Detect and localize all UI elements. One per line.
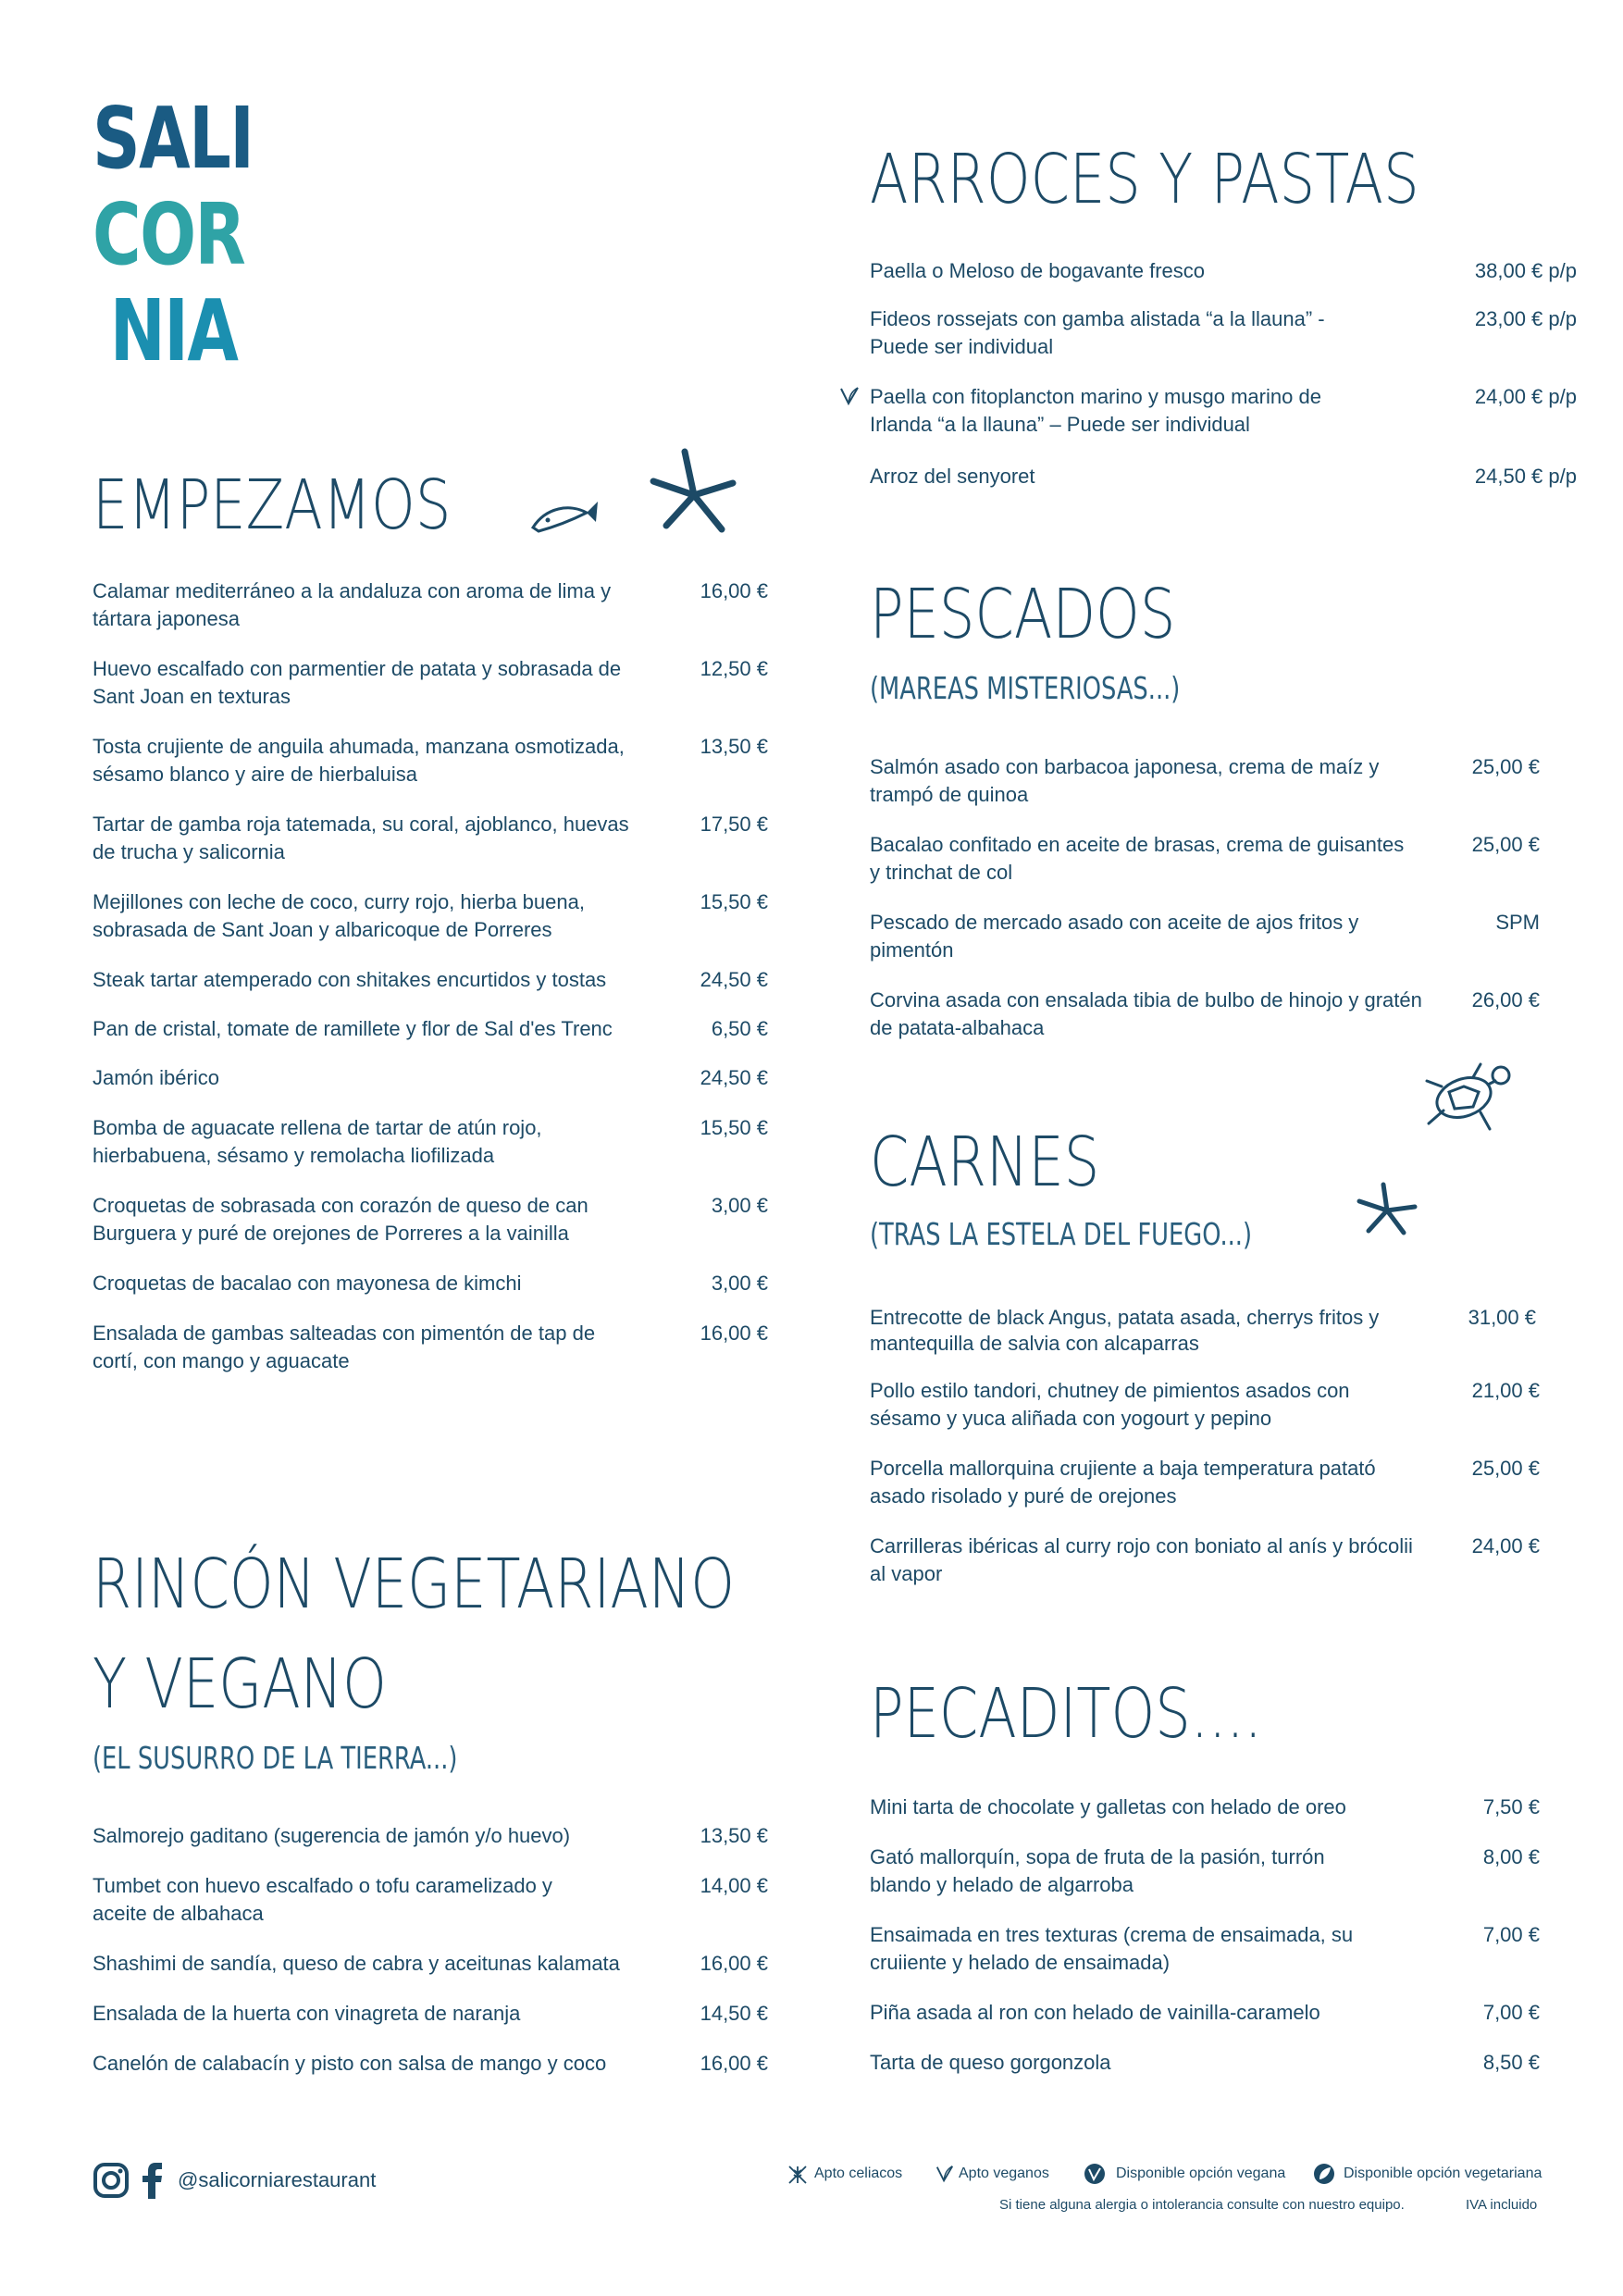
- section-title-carnes: CARNES: [870, 1123, 1100, 1202]
- menu-item: [870, 987, 1540, 1042]
- vegan-leaf-icon: [838, 385, 861, 407]
- section-title-empezamos: EMPEZAMOS: [93, 465, 452, 545]
- menu-item: [93, 733, 768, 788]
- menu-item: [870, 1377, 1540, 1433]
- item-name: Croquetas de bacalao con mayonesa de kimchi: [93, 1272, 522, 1295]
- item-name: Bacalao confitado en aceite de brasas, crema de guisantes y trinchat de col: [870, 833, 1405, 884]
- item-name: Pescado de mercado asado con aceite de ajos fritos y pimentón: [870, 911, 1359, 962]
- section-subtitle-carnes: (TRAS LA ESTELA DEL FUEGO...): [870, 1216, 1253, 1252]
- menu-item: [870, 1999, 1540, 2027]
- item-price: 24,00 €: [1471, 1534, 1540, 1558]
- menu-item: [870, 1305, 1540, 1360]
- brand-logo: [93, 91, 259, 379]
- menu-item: [93, 1192, 768, 1247]
- vegan-icon: [935, 2164, 955, 2184]
- menu-item: [93, 1320, 768, 1375]
- item-name: Jamón ibérico: [93, 1066, 219, 1089]
- menu-item: [870, 383, 1577, 439]
- item-name: Croquetas de sobrasada con corazón de queso de can Burguera y puré de orejones de Porreres a la vainilla: [93, 1194, 588, 1245]
- menu-item: [93, 966, 768, 994]
- instagram-icon[interactable]: [93, 2162, 130, 2199]
- item-name: Carrilleras ibéricas al curry rojo con boniato al anís y brócolii al vapor: [870, 1534, 1413, 1585]
- menu-item: [870, 305, 1577, 361]
- item-price: 13,50 €: [700, 735, 768, 758]
- iva-note: IVA incluido: [1466, 2197, 1538, 2213]
- menu-item: [93, 1872, 768, 1928]
- item-price: 26,00 €: [1471, 988, 1540, 1011]
- menu-item: [93, 888, 768, 944]
- item-name: Pollo estilo tandori, chutney de pimientos asados con sésamo y yuca aliñada con yogourt y pepino: [870, 1379, 1350, 1430]
- item-name: Bomba de aguacate rellena de tartar de atún rojo, hierbabuena, sésamo y remolacha liofilizada: [93, 1116, 542, 1167]
- allergy-note: Si tiene alguna alergia o intolerancia consulte con nuestro equipo.: [999, 2197, 1405, 2213]
- item-name: Calamar mediterráneo a la andaluza con aroma de lima y tártara japonesa: [93, 579, 612, 630]
- item-price: 16,00 €: [700, 2052, 768, 2075]
- menu-item: [870, 1843, 1540, 1899]
- logo-line-3: NIA: [109, 281, 238, 380]
- item-price: 7,00 €: [1482, 1923, 1540, 1946]
- menu-item: [870, 2049, 1540, 2077]
- item-price: SPM: [1495, 911, 1540, 934]
- item-price: 24,50 €: [700, 1066, 768, 1089]
- item-price: 38,00 € p/p: [1474, 259, 1577, 282]
- item-name: Entrecotte de black Angus, patata asada, cherrys fritos y mantequilla de salvia con alcaparras: [870, 1306, 1380, 1355]
- starfish-small-icon: [1356, 1181, 1420, 1236]
- item-price: 24,50 €: [700, 968, 768, 991]
- item-price: 15,50 €: [700, 1116, 768, 1139]
- menu-item: [93, 1114, 768, 1170]
- menu-item: [870, 831, 1540, 887]
- item-name: Porcella mallorquina crujiente a baja temperatura patató asado risolado y puré de orejones: [870, 1457, 1376, 1508]
- item-price: 14,00 €: [700, 1874, 768, 1897]
- item-price: 24,50 € p/p: [1474, 465, 1577, 488]
- section-subtitle-pescados: (MAREAS MISTERIOSAS...): [870, 670, 1181, 706]
- menu-item: [870, 1533, 1540, 1588]
- gluten-free-icon: [787, 2164, 809, 2186]
- legend-veganos: Apto veganos: [959, 2166, 1049, 2181]
- item-name: Shashimi de sandía, queso de cabra y aceitunas kalamata: [93, 1952, 620, 1975]
- menu-item: [93, 655, 768, 711]
- item-name: Mini tarta de chocolate y galletas con helado de oreo: [870, 1795, 1346, 1818]
- section-title-pescados: PESCADOS: [870, 575, 1176, 654]
- menu-item: [870, 463, 1577, 490]
- menu-item: [93, 1270, 768, 1297]
- vegan-option-icon: [1083, 2162, 1107, 2186]
- item-name: Paella o Meloso de bogavante fresco: [870, 259, 1206, 282]
- fish-icon: [527, 490, 601, 537]
- item-price: 31,00 €: [1468, 1306, 1536, 1329]
- menu-item: [93, 2000, 768, 2028]
- menu-item: [93, 1950, 768, 1978]
- starfish-icon: [648, 444, 740, 537]
- menu-item: [93, 2050, 768, 2078]
- facebook-icon[interactable]: [141, 2162, 163, 2199]
- legend-opcion-vegana: Disponible opción vegana: [1116, 2166, 1286, 2181]
- item-price: 3,00 €: [711, 1272, 768, 1295]
- section-title-vegetariano-line1: RINCÓN VEGETARIANO: [93, 1545, 736, 1624]
- legend-celiacos: Apto celiacos: [814, 2166, 903, 2181]
- item-price: 16,00 €: [700, 1952, 768, 1975]
- item-price: 24,00 € p/p: [1474, 385, 1577, 408]
- legend-opcion-vegetariana: Disponible opción vegetariana: [1344, 2166, 1542, 2181]
- item-price: 23,00 € p/p: [1474, 307, 1577, 330]
- menu-item: [93, 577, 768, 633]
- item-name: Huevo escalfado con parmentier de patata y sobrasada de Sant Joan en texturas: [93, 657, 622, 708]
- item-price: 25,00 €: [1471, 755, 1540, 778]
- item-name: Salmón asado con barbacoa japonesa, crema de maíz y trampó de quinoa: [870, 755, 1380, 806]
- item-name: Ensaimada en tres texturas (crema de ensaimada, su cruiiente y helado de ensaimada): [870, 1923, 1354, 1974]
- menu-item: [870, 753, 1540, 809]
- item-price: 13,50 €: [700, 1824, 768, 1847]
- social-handle[interactable]: @salicorniarestaurant: [178, 2168, 377, 2191]
- logo-line-2: COR: [93, 185, 245, 284]
- menu-item: [870, 1793, 1540, 1821]
- logo-line-1: SALI: [93, 89, 254, 188]
- item-name: Steak tartar atemperado con shitakes encurtidos y tostas: [93, 968, 607, 991]
- item-name: Pan de cristal, tomate de ramillete y flor de Sal d'es Trenc: [93, 1017, 613, 1040]
- item-price: 7,50 €: [1482, 1795, 1540, 1818]
- item-name: Corvina asada con ensalada tibia de bulbo de hinojo y gratén de patata-albahaca: [870, 988, 1422, 1039]
- section-title-pecaditos: PECADITOS....: [870, 1674, 1262, 1754]
- item-name: Gató mallorquín, sopa de fruta de la pasión, turrón blando y helado de algarroba: [870, 1845, 1325, 1896]
- vegetarian-option-icon: [1312, 2162, 1336, 2186]
- item-price: 16,00 €: [700, 1322, 768, 1345]
- section-title-arroces: ARROCES Y PASTAS: [870, 140, 1419, 219]
- menu-item: [93, 1064, 768, 1092]
- item-name: Ensalada de gambas salteadas con pimentón de tap de cortí, con mango y aguacate: [93, 1322, 596, 1372]
- turtle-icon: [1416, 1055, 1518, 1138]
- item-price: 16,00 €: [700, 579, 768, 602]
- menu-item: [93, 1822, 768, 1850]
- item-name: Fideos rossejats con gamba alistada “a la llauna” - Puede ser individual: [870, 307, 1325, 358]
- menu-item: [870, 257, 1577, 285]
- menu-item: [870, 1921, 1540, 1977]
- item-name: Canelón de calabacín y pisto con salsa de mango y coco: [93, 2052, 607, 2075]
- item-price: 25,00 €: [1471, 1457, 1540, 1480]
- item-price: 7,00 €: [1482, 2001, 1540, 2024]
- item-name: Arroz del senyoret: [870, 465, 1035, 488]
- item-price: 15,50 €: [700, 890, 768, 913]
- item-price: 3,00 €: [711, 1194, 768, 1217]
- item-price: 17,50 €: [700, 813, 768, 836]
- item-price: 8,00 €: [1482, 1845, 1540, 1868]
- item-price: 21,00 €: [1471, 1379, 1540, 1402]
- item-name: Ensalada de la huerta con vinagreta de naranja: [93, 2002, 521, 2025]
- section-subtitle-vegetariano: (EL SUSURRO DE LA TIERRA...): [93, 1740, 458, 1776]
- item-price: 14,50 €: [700, 2002, 768, 2025]
- item-name: Paella con fitoplancton marino y musgo marino de Irlanda “a la llauna” – Puede ser individual: [870, 385, 1321, 436]
- menu-item: [93, 811, 768, 866]
- menu-item: [93, 1015, 768, 1043]
- item-price: 6,50 €: [711, 1017, 768, 1040]
- item-price: 8,50 €: [1482, 2051, 1540, 2074]
- item-name: Tartar de gamba roja tatemada, su coral, ajoblanco, huevas de trucha y salicornia: [93, 813, 629, 863]
- item-price: 25,00 €: [1471, 833, 1540, 856]
- item-name: Piña asada al ron con helado de vainilla-caramelo: [870, 2001, 1320, 2024]
- menu-item: [870, 1455, 1540, 1510]
- item-name: Tarta de queso gorgonzola: [870, 2051, 1111, 2074]
- section-title-vegetariano-line2: Y VEGANO: [93, 1644, 387, 1724]
- item-price: 12,50 €: [700, 657, 768, 680]
- menu-item: [870, 909, 1540, 964]
- item-name: Salmorejo gaditano (sugerencia de jamón y/o huevo): [93, 1824, 571, 1847]
- item-name: Mejillones con leche de coco, curry rojo, hierba buena, sobrasada de Sant Joan y albaricoque de Porreres: [93, 890, 585, 941]
- item-name: Tosta crujiente de anguila ahumada, manzana osmotizada, sésamo blanco y aire de hierbaluisa: [93, 735, 625, 786]
- item-name: Tumbet con huevo escalfado o tofu caramelizado y aceite de albahaca: [93, 1874, 552, 1925]
